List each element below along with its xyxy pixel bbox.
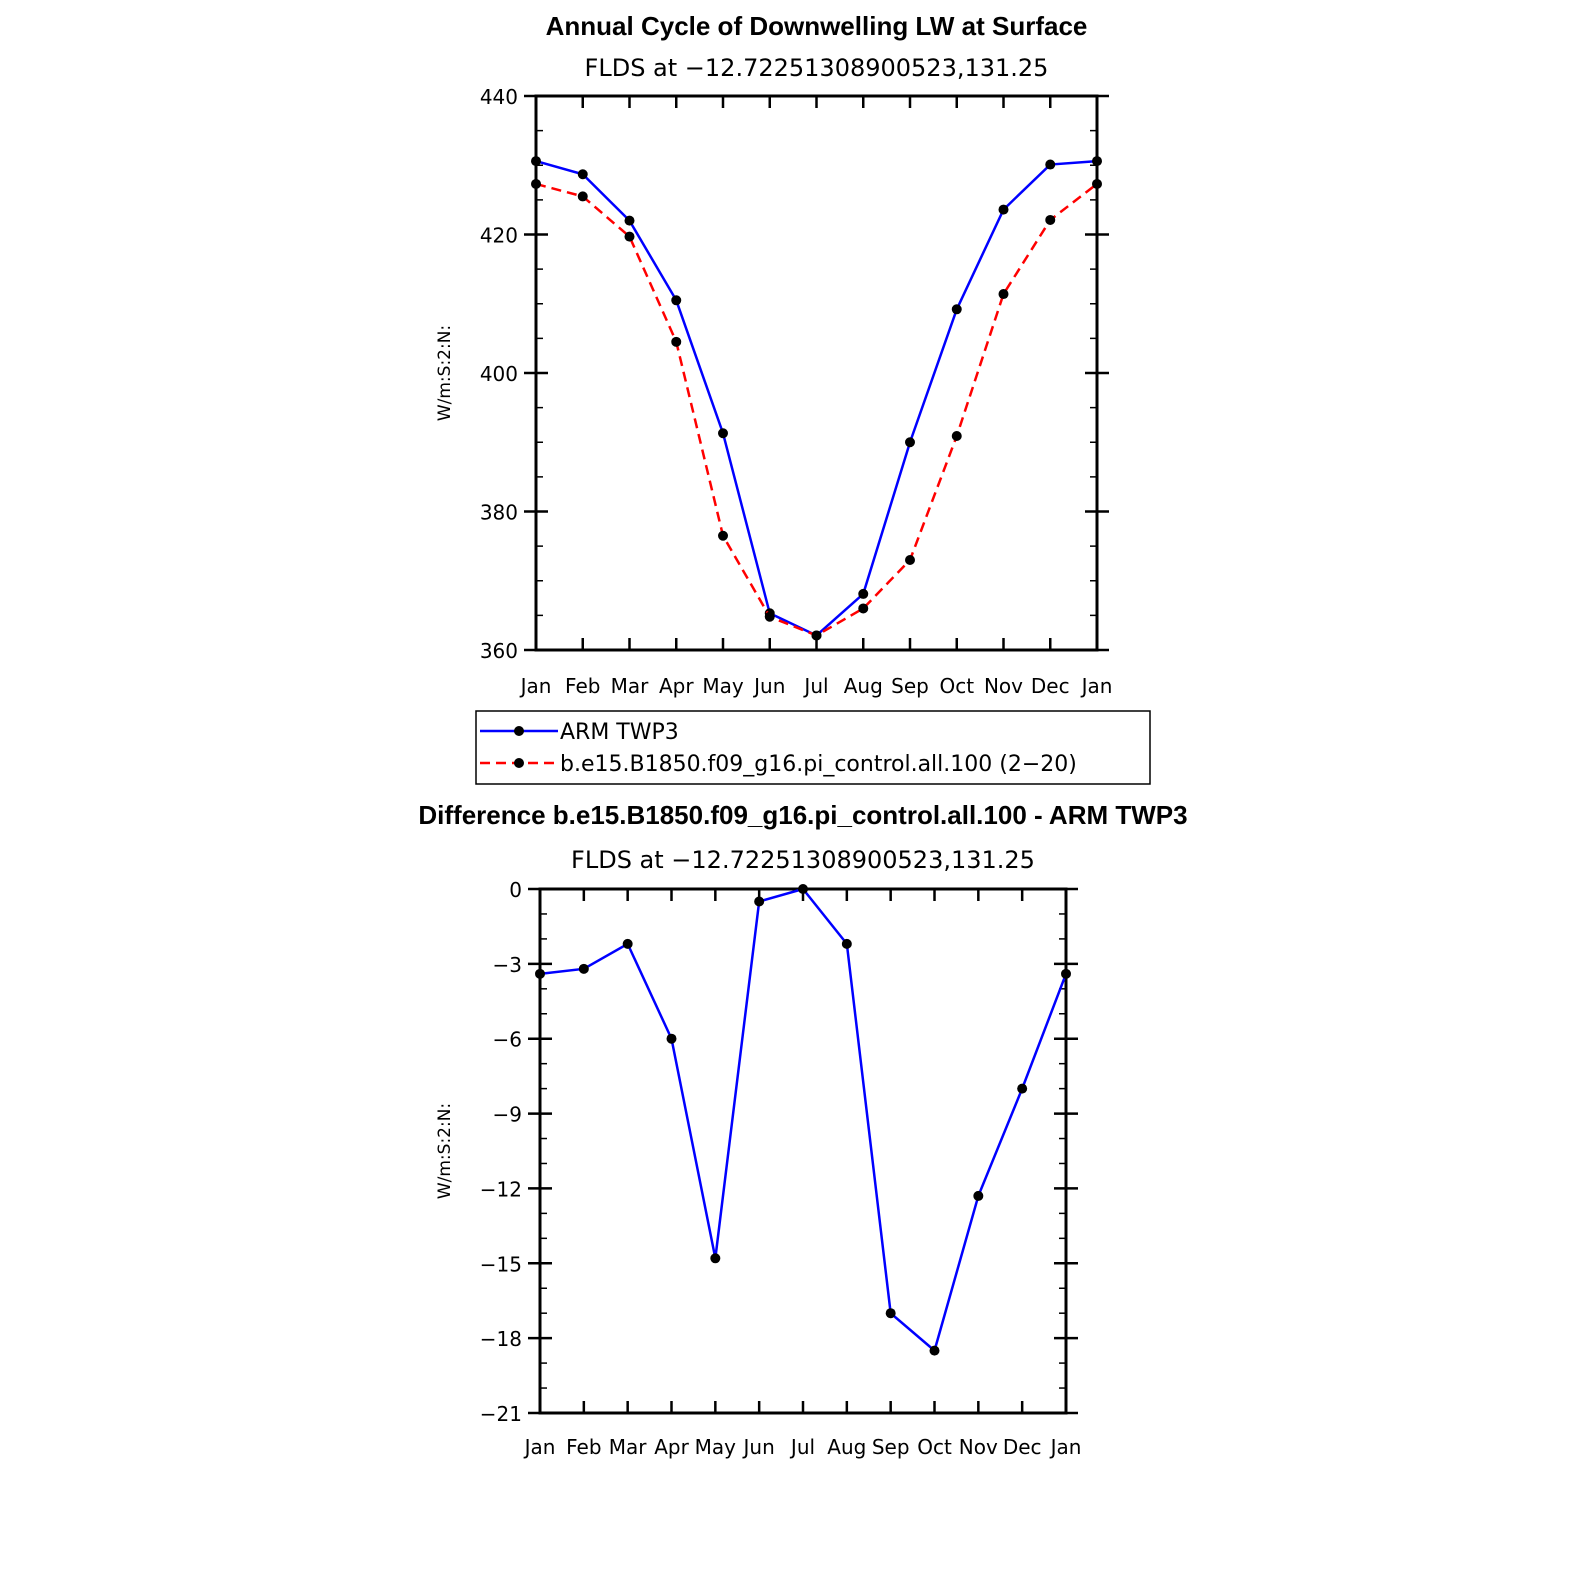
- x-tick-label: May: [702, 674, 744, 698]
- y-tick-label: 420: [479, 223, 518, 248]
- data-point: [842, 939, 852, 949]
- x-tick-label: Mar: [608, 1435, 647, 1459]
- data-point: [625, 232, 635, 242]
- y-tick-label: −12: [479, 1177, 522, 1202]
- x-tick-label: May: [694, 1435, 737, 1459]
- data-point: [812, 630, 822, 640]
- legend-label: ARM TWP3: [560, 720, 679, 745]
- y-tick-label: 360: [479, 639, 518, 663]
- series-line: [536, 161, 1097, 635]
- chart-title: Annual Cycle of Downwelling LW at Surface: [545, 11, 1088, 41]
- y-tick-label: 0: [509, 878, 522, 902]
- x-tick-label: Oct: [939, 674, 975, 698]
- x-tick-label: Feb: [565, 674, 601, 698]
- data-point: [952, 304, 962, 314]
- x-tick-label: Aug: [843, 674, 883, 698]
- y-axis-label: W/m:S:2:N:: [435, 324, 455, 422]
- data-point: [718, 428, 728, 438]
- data-point: [1061, 969, 1071, 979]
- legend-marker: [514, 758, 524, 768]
- y-tick-label: −9: [492, 1102, 522, 1127]
- x-tick-label: Apr: [658, 674, 694, 698]
- data-point: [710, 1253, 720, 1263]
- x-tick-label: Apr: [654, 1435, 689, 1459]
- y-tick-label: −6: [492, 1027, 522, 1052]
- data-point: [531, 156, 541, 166]
- y-tick-label: −21: [479, 1402, 522, 1426]
- legend-marker: [514, 726, 524, 736]
- x-tick-label: Oct: [917, 1435, 952, 1459]
- series-line: [536, 184, 1097, 636]
- data-point: [765, 612, 775, 622]
- data-point: [930, 1346, 940, 1356]
- x-tick-label: Jan: [524, 1435, 556, 1459]
- chart-subtitle: FLDS at −12.72251308900523,131.25: [584, 54, 1049, 82]
- x-tick-label: Sep: [871, 1435, 910, 1459]
- y-tick-label: −18: [479, 1327, 522, 1352]
- y-tick-label: 440: [479, 85, 518, 109]
- y-tick-label: 400: [479, 362, 518, 386]
- data-point: [625, 216, 635, 226]
- chart-subtitle: FLDS at −12.72251308900523,131.25: [571, 846, 1035, 874]
- data-point: [1092, 179, 1102, 189]
- x-tick-label: Aug: [827, 1435, 867, 1459]
- x-tick-label: Sep: [891, 674, 929, 698]
- difference-chart: [418, 800, 1187, 1459]
- x-tick-label: Nov: [983, 674, 1024, 698]
- legend-label: b.e15.B1850.f09_g16.pi_control.all.100 (2−20): [560, 752, 1077, 777]
- x-tick-label: Mar: [610, 674, 649, 698]
- data-point: [999, 205, 1009, 215]
- y-axis-label: W/m:S:2:N:: [435, 1102, 455, 1200]
- y-tick-label: 380: [479, 500, 518, 525]
- data-point: [531, 179, 541, 189]
- x-tick-label: Dec: [1030, 674, 1070, 698]
- data-point: [973, 1191, 983, 1201]
- data-point: [905, 437, 915, 447]
- data-point: [671, 337, 681, 347]
- y-tick-label: −3: [492, 952, 522, 977]
- plot-frame: [536, 96, 1097, 650]
- data-point: [1017, 1084, 1027, 1094]
- data-point: [754, 896, 764, 906]
- data-point: [671, 295, 681, 305]
- data-point: [623, 939, 633, 949]
- data-point: [718, 531, 728, 541]
- data-point: [1045, 215, 1055, 225]
- x-tick-label: Jun: [754, 674, 786, 698]
- data-point: [578, 191, 588, 201]
- data-point: [798, 884, 808, 894]
- series-line: [540, 889, 1066, 1351]
- x-tick-label: Jun: [743, 1435, 775, 1459]
- x-tick-label: Dec: [1002, 1435, 1042, 1459]
- data-point: [579, 964, 589, 974]
- x-tick-label: Jul: [804, 674, 829, 698]
- data-point: [578, 169, 588, 179]
- data-point: [535, 969, 545, 979]
- legend: [476, 711, 1150, 784]
- data-point: [905, 555, 915, 565]
- x-tick-label: Nov: [958, 1435, 998, 1459]
- data-point: [1045, 160, 1055, 170]
- x-tick-label: Jan: [1050, 1435, 1082, 1459]
- x-tick-label: Feb: [566, 1435, 602, 1459]
- chart-title: Difference b.e15.B1850.f09_g16.pi_control.all.100 - ARM TWP3: [418, 800, 1188, 830]
- x-tick-label: Jan: [520, 674, 552, 698]
- x-tick-label: Jan: [1081, 674, 1113, 698]
- plot-frame: [540, 889, 1066, 1413]
- annual-cycle-chart: [435, 11, 1150, 784]
- data-point: [667, 1034, 677, 1044]
- data-point: [1092, 156, 1102, 166]
- data-point: [952, 431, 962, 441]
- data-point: [858, 603, 868, 613]
- data-point: [858, 589, 868, 599]
- data-point: [999, 289, 1009, 299]
- x-tick-label: Jul: [790, 1435, 816, 1459]
- data-point: [886, 1308, 896, 1318]
- y-tick-label: −15: [479, 1252, 522, 1277]
